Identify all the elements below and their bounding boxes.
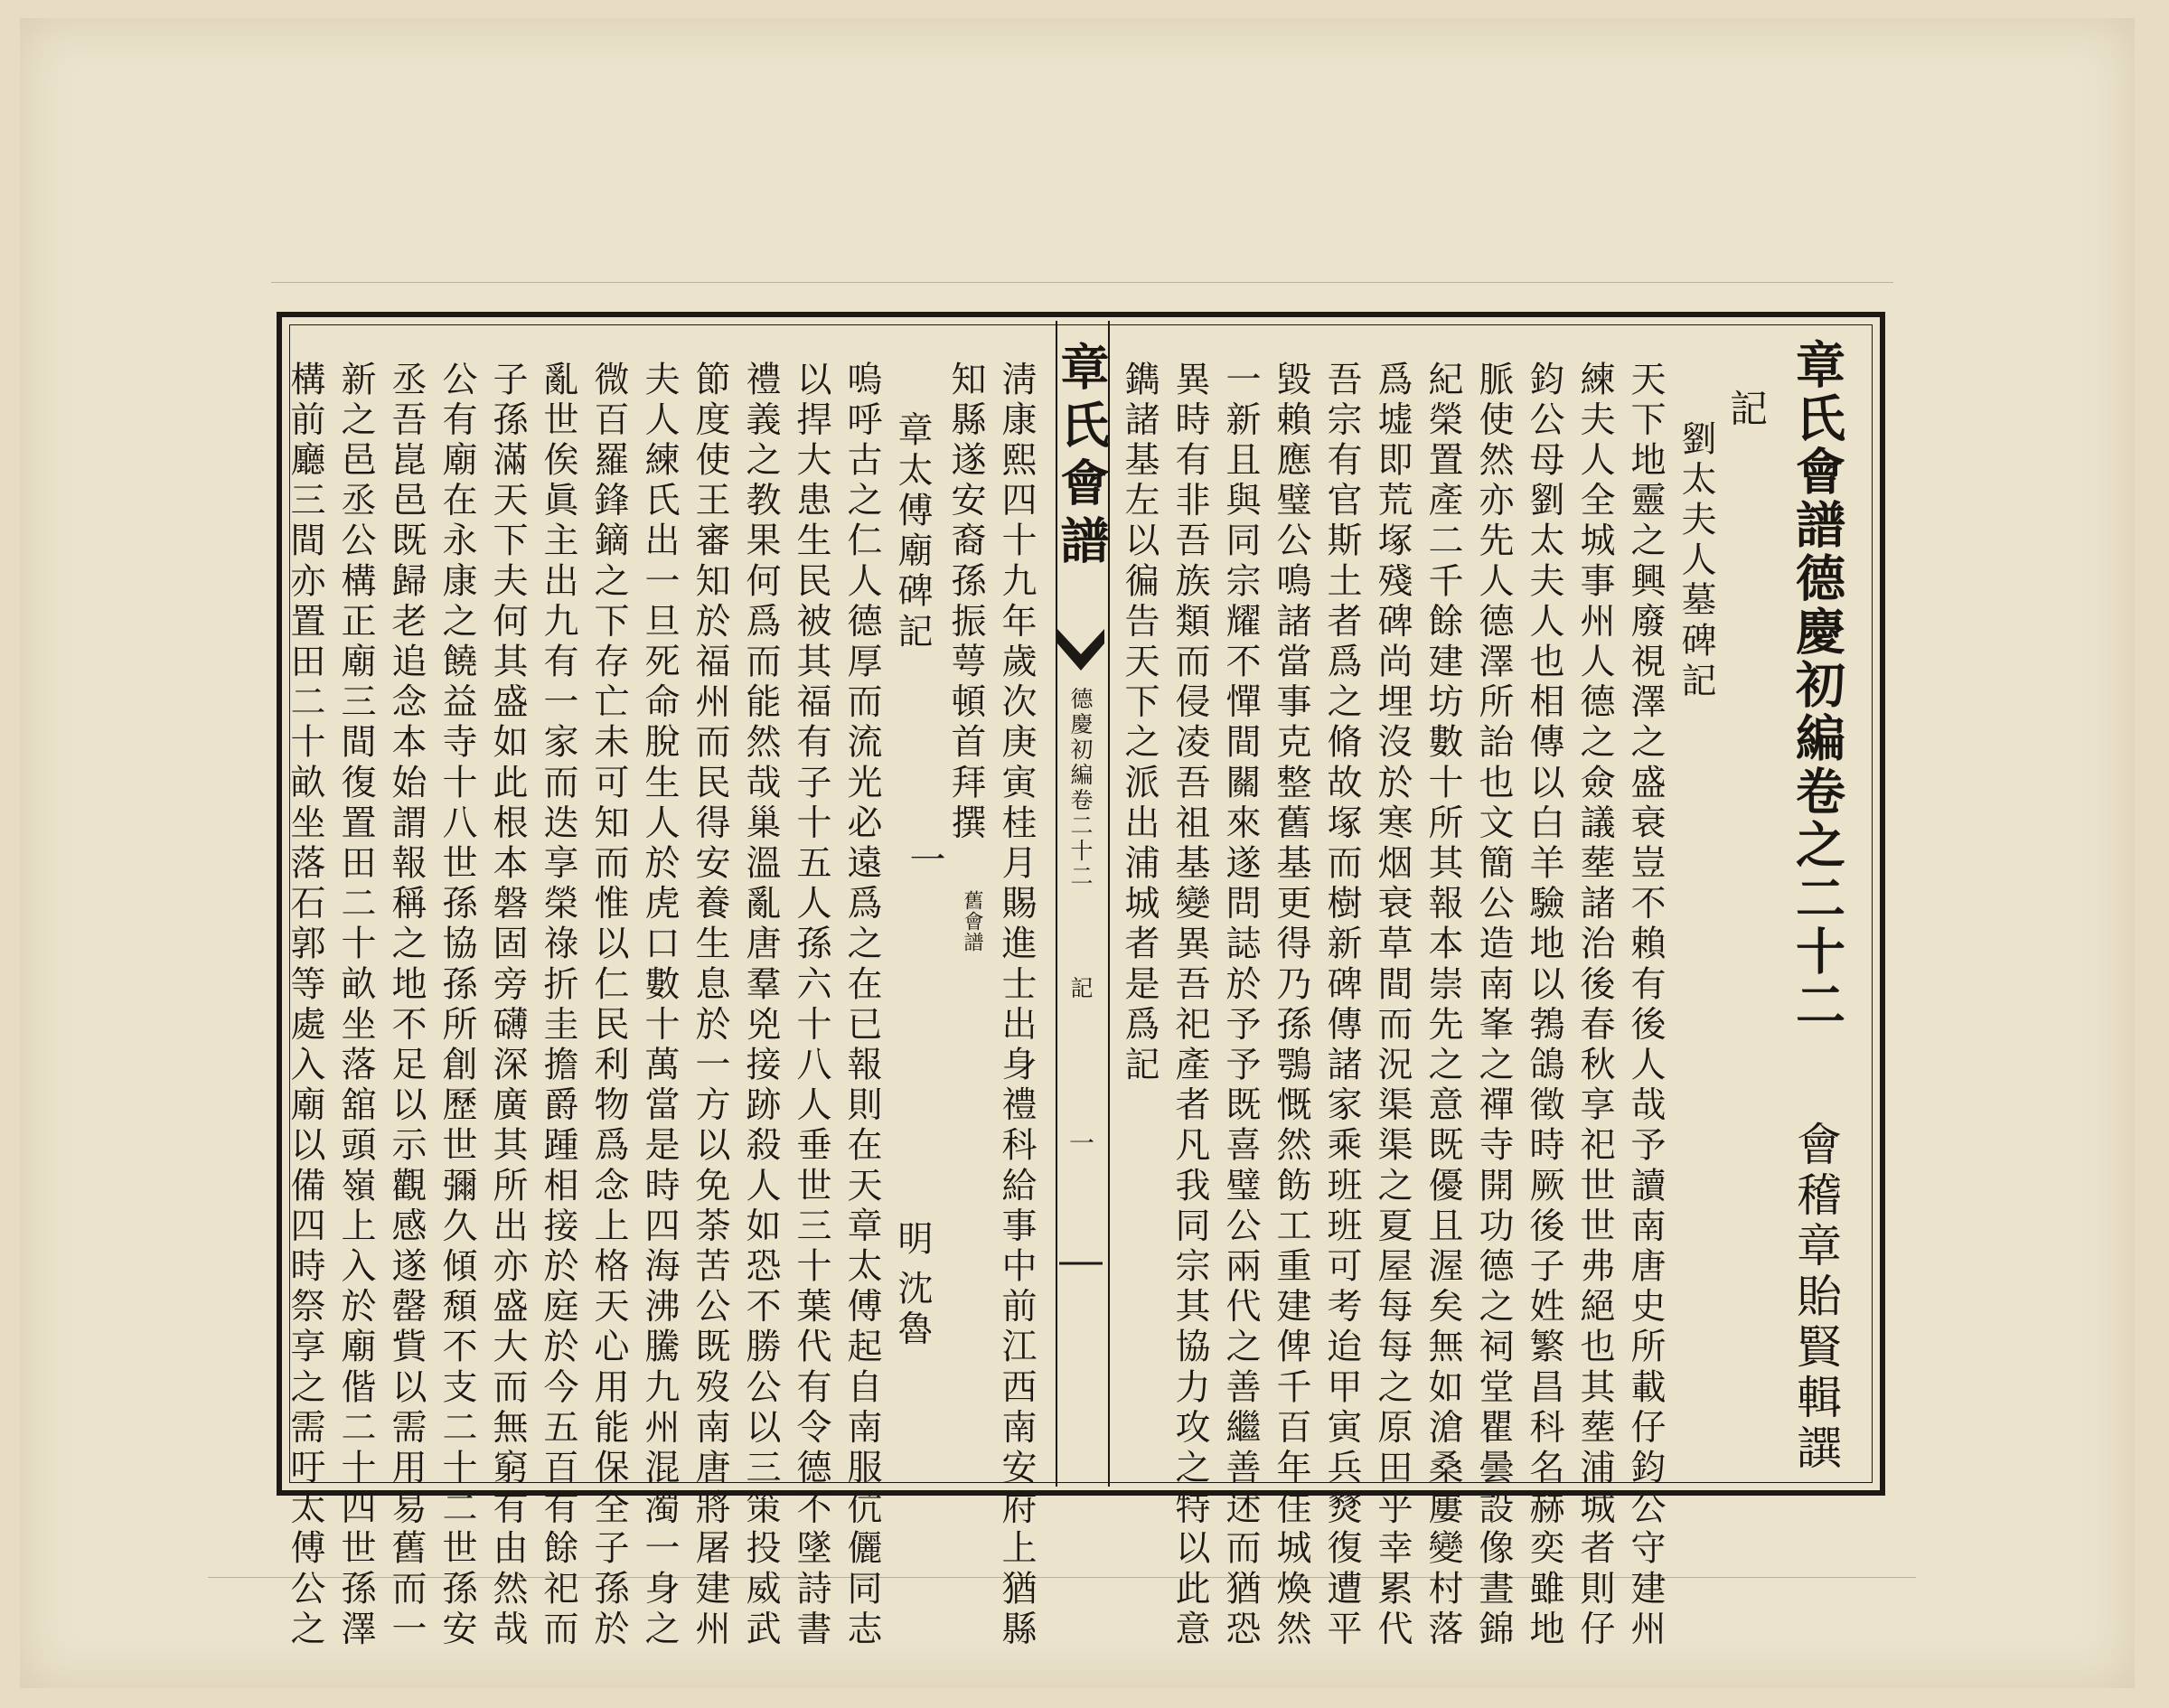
right-text-col-10: 異時有非吾族類而侵凌吾祖基變異吾祀產者凡我同宗其協力攻之特以此意 (1169, 361, 1210, 1651)
right-text-col-5: 紀榮置產二千餘建坊數十所其報本崇先之意既優且渥矣無如滄桑屢變村落 (1423, 361, 1463, 1651)
article-title-left: 章太傅廟碑記 (892, 411, 933, 653)
faint-rule-top (271, 282, 1893, 283)
left-text-col-2: 以捍大患生民被其福有子十五人孫六十八人垂世三十葉代有令德不墜詩書 (791, 361, 831, 1651)
left-text-col-1: 嗚呼古之仁人德厚而流光必遠爲之在已報則在天章太傅起自南服伉儷同志 (841, 361, 882, 1651)
author-name: 沈魯 (892, 1270, 933, 1351)
left-text-col-10: 丞吾崑邑既歸老追念本始謂報稱之地不足以示觀感遂罄貲以需用易舊而一 (386, 361, 427, 1651)
fold-bottom-rule (1056, 1247, 1106, 1301)
author-line-2: 知縣遂安裔孫振萼頓首拜撰 (945, 361, 986, 845)
author-line-1: 淸康熙四十九年歲次庚寅桂月賜進士出身禮科給事中前江西南安府上猶縣 (996, 361, 1037, 1651)
right-text-col-11: 鐫諸基左以徧告天下之派出浦城者是爲記 (1119, 361, 1160, 1086)
right-text-col-2: 練夫人全城事州人德之僉議塟諸治後春秋享祀世世弗絕也其塟浦城者則仔 (1574, 361, 1615, 1651)
page-number: 一 (904, 840, 945, 882)
fold-title: 章氏會譜 (1053, 342, 1111, 573)
right-text-col-9: 一新且與同宗耀不憚間關來遂問誌於予予既喜璧公兩代之善繼善述而猶恐 (1220, 361, 1261, 1651)
left-text-col-8: 子孫滿天下夫何其盛如此根本磐固旁礴深廣其所出亦盛大而無窮有由然哉 (487, 361, 528, 1651)
fish-tail-mark-top (1056, 624, 1106, 678)
right-text-col-3: 鈞公母劉太夫人也相傳以白羊驗地以鵓鴿徵時厥後子姓繁昌科名赫奕雖地 (1524, 361, 1564, 1651)
left-text-col-9: 公有廟在永康之饒益寺十八世孫協孫所創歷世彌久傾頹不支二十二世孫安 (437, 361, 477, 1651)
right-text-col-1: 天下地靈之興廢視澤之盛衰豈不賴有後人哉予讀南唐史所載仔鈞公守建州 (1625, 361, 1666, 1651)
dynasty-label: 明 (892, 1220, 933, 1261)
right-text-col-6: 爲墟即荒塚殘碑尚埋沒於寒烟衰草間而況渠渠之夏屋每每之原田乎幸累代 (1372, 361, 1413, 1651)
volume-title: 章氏會譜德慶初編卷之二十二 (1788, 339, 1846, 1032)
left-text-col-7: 亂世俟眞主出九有一家而迭享榮祿折圭擔爵踵相接於庭於今五百有餘祀而 (538, 361, 578, 1651)
article-title-right: 劉太夫人墓碑記 (1676, 420, 1716, 703)
compiler-credit: 會稽章貽賢輯譔 (1789, 1121, 1842, 1475)
author-note: 舊會譜 (961, 890, 983, 953)
right-text-col-4: 脈使然亦先人德澤所詒也文簡公造南峯之禪寺開功德之祠堂瞿曇設像晝錦 (1473, 361, 1514, 1651)
left-text-col-11: 新之邑丞公構正廟三間復置田二十畝坐落舘頭嶺上入於廟偕二十四世孫澤 (335, 361, 376, 1651)
right-text-col-8: 毀賴應璧公鳴諸當事克整舊基更得乃孫鶚慨然飭工重建俾千百年佳城煥然 (1271, 361, 1311, 1651)
left-text-col-6: 微百羅鋒鏑之下存亡未可知而惟以仁民利物爲念上格天心用能保全子孫於 (588, 361, 629, 1651)
left-text-col-5: 夫人練氏出一旦死命脫生人於虎口數十萬當是時四海沸騰九州混濁一身之 (639, 361, 680, 1651)
left-text-col-3: 禮義之教果何爲而能然哉巢溫亂唐羣兇接跡殺人如恐不勝公以三策投威武 (740, 361, 781, 1651)
fold-subtitle: 德慶初編卷二十二 (1067, 687, 1094, 889)
fold-leaf-number: 一 (1066, 1130, 1095, 1160)
fold-section: 記 (1067, 976, 1094, 1001)
left-text-col-12: 構前廳三間亦置田二十畝坐落石郭等處入廟以備四時祭享之需吁太傅公之 (285, 361, 325, 1651)
right-text-col-7: 吾宗有官斯土者爲之脩故塚而樹新碑傳諸家乘班班可考迨甲寅兵燹復遭平 (1321, 361, 1362, 1651)
section-label: 記 (1724, 389, 1769, 432)
left-text-col-4: 節度使王審知於福州而民得安養生息於一方以免荼苦公既歿南唐將屠建州 (690, 361, 730, 1651)
